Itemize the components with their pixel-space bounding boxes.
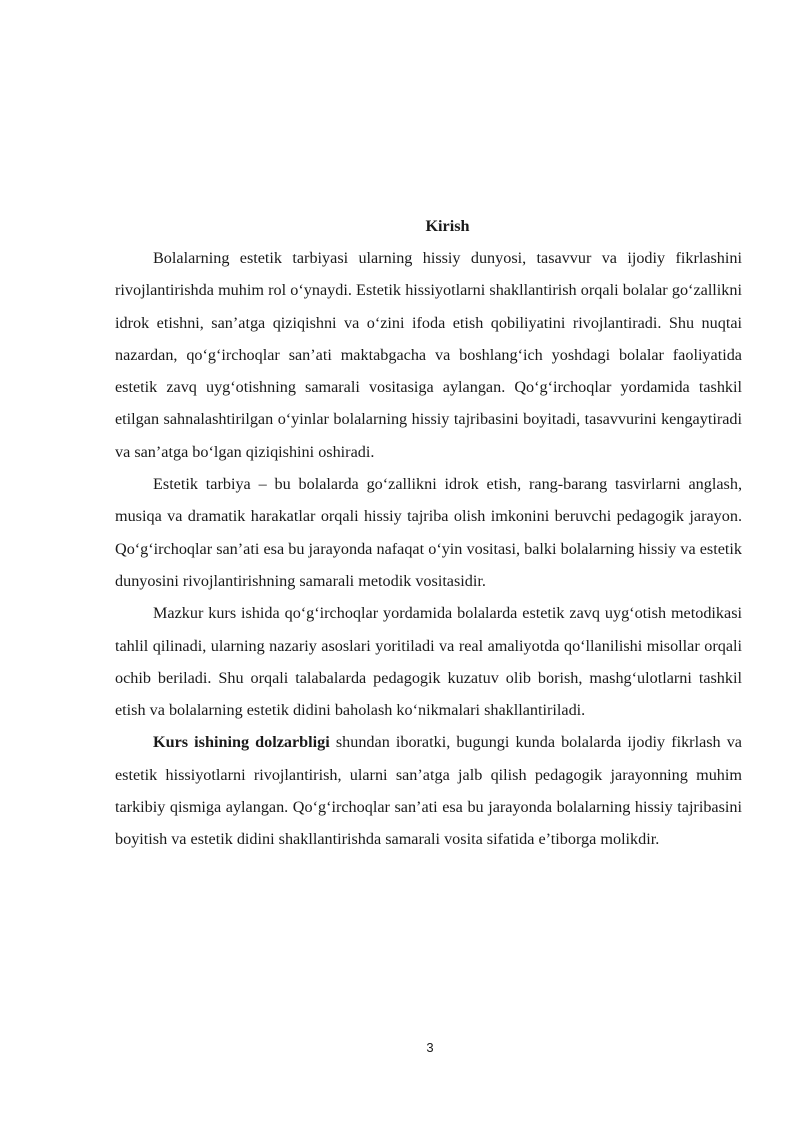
section-heading: Kirish bbox=[425, 217, 470, 235]
paragraph-4-text: shundan iboratki, bugungi kunda bolalarda ijodiy fikrlash va estetik hissiyotlarni rivojlantirish, ularni san’atga jalb qilish pedagogik jarayonning muhim tarkibiy qismiga aylangan. Qo‘g‘irchoqlar san’ati esa bu jarayonda bolalarning hissiy tajribasini boyitish va estetik didini shakllantirishda samarali vosita sifatida e’tiborga molikdir. bbox=[115, 733, 742, 849]
paragraph-4 bbox=[115, 726, 742, 855]
page-number: 3 bbox=[426, 1040, 434, 1055]
paragraph-4-bold-lead: Kurs ishining dolzarbligi bbox=[153, 733, 330, 752]
paragraph-3 bbox=[115, 597, 742, 726]
paragraph-1-text: Bolalarning estetik tarbiyasi ularning hissiy dunyosi, tasavvur va ijodiy fikrlashini rivojlantirishda muhim rol o‘ynaydi. Estetik hissiyotlarni shakllantirish orqali bolalar go‘zallikni idrok etishni, san’atga qiziqishni va o‘zini ifoda etish qobiliyatini rivojlantiradi. Shu nuqtai nazardan, qo‘g‘irchoqlar san’ati maktabgacha va boshlang‘ich yoshdagi bolalar faoliyatida estetik zavq uyg‘otishning samarali vositasiga aylangan. Qo‘g‘irchoqlar yordamida tashkil etilgan sahnalashtirilgan o‘yinlar bolalarning hissiy tajribasini boyitadi, tasavvurini kengaytiradi va san’atga bo‘lgan qiziqishini oshiradi. bbox=[115, 249, 742, 461]
paragraph-1 bbox=[115, 242, 742, 468]
paragraph-3-text: Mazkur kurs ishida qo‘g‘irchoqlar yordamida bolalarda estetik zavq uyg‘otish metodikasi tahlil qilinadi, ularning nazariy asoslari yoritiladi va real amaliyotda qo‘llanilishi misollar orqali ochib beriladi. Shu orqali talabalarda pedagogik kuzatuv olib borish, mashg‘ulotlarni tashkil etish va bolalarning estetik didini baholash ko‘nikmalari shakllantiriladi. bbox=[115, 604, 742, 720]
paragraph-2-text: Estetik tarbiya – bu bolalarda go‘zallikni idrok etish, rang-barang tasvirlarni anglash, musiqa va dramatik harakatlar orqali hissiy tajriba olish imkonini beruvchi pedagogik jarayon. Qo‘g‘irchoqlar san’ati esa bu jarayonda nafaqat o‘yin vositasi, balki bolalarning hissiy va estetik dunyosini rivojlantirishning samarali metodik vositasidir. bbox=[115, 475, 742, 590]
paragraph-2 bbox=[115, 468, 742, 597]
document-page bbox=[115, 210, 742, 856]
